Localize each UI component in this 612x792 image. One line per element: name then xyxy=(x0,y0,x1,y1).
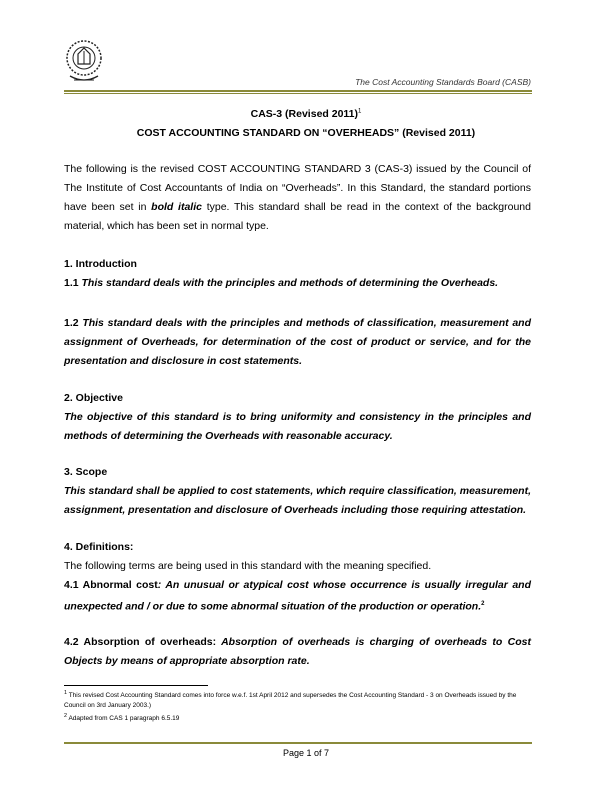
document-subtitle: COST ACCOUNTING STANDARD ON “OVERHEADS” (Revised 2011) xyxy=(136,127,476,139)
title-footnote-ref: 1 xyxy=(358,108,362,115)
section-4-heading: 4. Definitions: xyxy=(64,541,134,553)
footnote-separator xyxy=(64,685,208,686)
para-1-1-text: This standard deals with the principles and methods of determining the Overheads. xyxy=(81,277,499,289)
definition-4-2-term: 4.2 Absorption of overheads: xyxy=(64,636,217,648)
intro-bold-italic: bold italic xyxy=(151,201,202,213)
section-3-text: This standard shall be applied to cost statements, which require classification, measurement, assignment, presentation and disclosure of Overheads including those requiring attestation. xyxy=(64,485,531,516)
document-title xyxy=(0,108,612,120)
definition-4-1-term: 4.1 Abnormal cost xyxy=(64,579,158,591)
para-1-2 xyxy=(64,314,531,371)
intro-paragraph xyxy=(64,160,531,236)
footnote-2-text: Adapted from CAS 1 paragraph 6.5.19 xyxy=(67,715,180,723)
para-1-1-num: 1.1 xyxy=(64,277,82,289)
page-number: Page 1 of 7 xyxy=(282,748,330,758)
footnote-1-text: This revised Cost Accounting Standard comes into force w.e.f. 1st April 2012 and supersedes the Cost Accounting Standard - 3 on Overheads issued by the Council on 3rd January 2003.) xyxy=(64,692,517,710)
title-text: CAS-3 (Revised 2011) xyxy=(250,108,359,120)
para-1-2-text: This standard deals with the principles and methods of classification, measurement and assignment of Overheads, for determination of the cost of product or service, and for the presentation and disclosure in cost statements. xyxy=(64,317,531,367)
section-1-heading: 1. Introduction xyxy=(64,258,137,270)
footer-rule xyxy=(64,742,532,744)
definition-4-2-text: Absorption of overheads is charging of overheads to Cost Objects by means of appropriate absorption rate. xyxy=(64,636,531,667)
intro-text-1: The following is the revised COST ACCOUNTING STANDARD 3 (CAS-3) issued by the Council of The Institute of Cost Accountants of India on “Overheads”. In this Standard, the standard portions have been set in xyxy=(64,163,531,213)
footnotes xyxy=(64,688,534,724)
footnote-2 xyxy=(64,711,534,724)
section-2-heading: 2. Objective xyxy=(64,392,123,404)
footnote-1-num: 1 xyxy=(64,690,68,696)
header-rule xyxy=(64,90,532,92)
header-board-name: The Cost Accounting Standards Board (CASB) xyxy=(355,77,531,87)
para-1-1 xyxy=(64,274,531,293)
para-1-2-num: 1.2 xyxy=(64,317,83,329)
footnote-1 xyxy=(64,688,534,711)
definition-4-1-text: : An unusual or atypical cost whose occurrence is usually irregular and unexpected and / or due to some abnormal situation of the production or operation. xyxy=(64,579,531,613)
institute-logo-icon xyxy=(64,38,104,84)
definition-4-2 xyxy=(64,633,531,671)
intro-text-2: type. This standard shall be read in the context of the background material, which has been set in normal type. xyxy=(64,201,531,232)
section-2-text: The objective of this standard is to bring uniformity and consistency in the principles and methods of determining the Overheads with reasonable accuracy. xyxy=(64,411,531,442)
section-4-lead: The following terms are being used in this standard with the meaning specified. xyxy=(64,560,432,572)
header-rule-thin xyxy=(64,93,532,94)
definition-4-1-footnote-ref: 2 xyxy=(481,601,485,607)
footnote-2-num: 2 xyxy=(64,713,68,720)
section-3-heading: 3. Scope xyxy=(64,466,108,478)
definition-4-1 xyxy=(64,576,531,617)
